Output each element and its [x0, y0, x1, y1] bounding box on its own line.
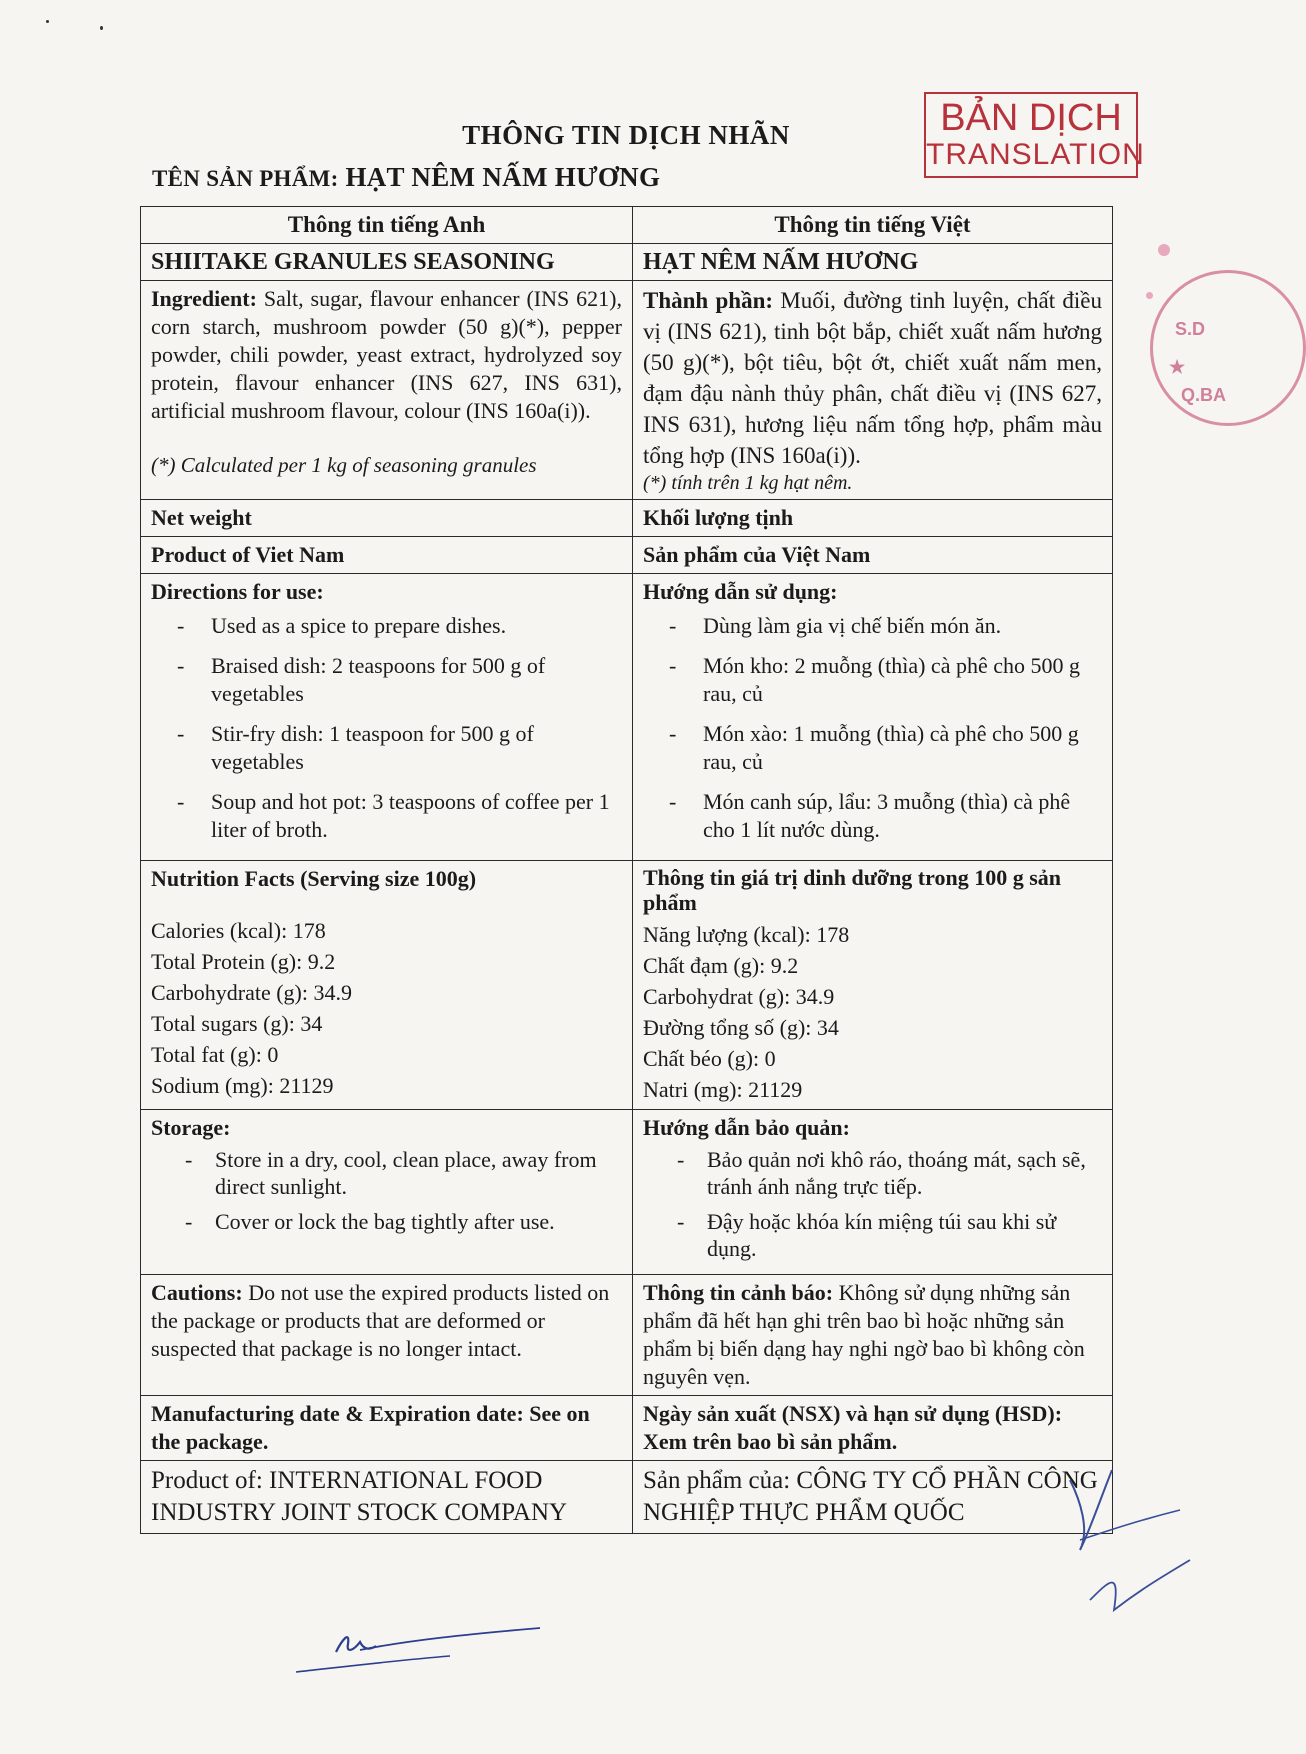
directions-en: [141, 574, 633, 861]
stamp-line-2: TRANSLATION: [926, 138, 1145, 171]
directions-en-list: [151, 612, 622, 844]
list-item: - Đậy hoặc khóa kín miệng túi sau khi sử dụng.: [643, 1208, 1102, 1262]
cautions-vi: [633, 1275, 1113, 1396]
cautions-en-text: Do not use the expired products listed on the package or products that are deformed or suspected that package is no longer intact.: [151, 1280, 610, 1361]
stamp-ink-dot: [1146, 292, 1153, 299]
ingredient-en: [141, 281, 633, 500]
producer-vi: Sản phẩm của: CÔNG TY CỔ PHẦN CÔNG NGHIỆP THỰC PHẨM QUỐC: [633, 1461, 1113, 1534]
nutrition-item: Natri (mg): 21129: [643, 1077, 803, 1102]
scan-speck: [46, 20, 49, 23]
cautions-vi-text: Không sử dụng những sản phẩm đã hết hạn ghi trên bao bì hoặc những sản phẩm bị biến dạng hay nghi ngờ bao bì không còn nguyên vẹn.: [643, 1280, 1085, 1389]
ingredient-vi: [633, 281, 1113, 500]
nutrition-item: Total Protein (g): 9.2: [151, 949, 336, 974]
nutrition-item: Total sugars (g): 34: [151, 1011, 323, 1036]
table-row: [141, 500, 1113, 537]
origin-vi: Sản phẩm của Việt Nam: [633, 537, 1113, 574]
directions-vi: [633, 574, 1113, 861]
table-row: [141, 861, 1113, 1110]
table-row: [141, 244, 1113, 281]
nutrition-vi: [633, 861, 1113, 1110]
seal-fragment-1: S.D: [1175, 319, 1206, 339]
nutrition-item: Sodium (mg): 21129: [151, 1073, 334, 1098]
table-row: [141, 1275, 1113, 1396]
nutrition-item: Chất béo (g): 0: [643, 1046, 776, 1071]
ingredient-vi-text: Muối, đường tinh luyện, chất điều vị (INS 621), tinh bột bắp, chiết xuất nấm hương (50 g)(*), bột tiêu, bột ớt, chiết xuất nấm men, đạm đậu nành thủy phân, chất điều vị (INS 627, INS 631), hương liệu nấm tổng hợp, phẩm màu tổng hợp (INS 160a(i)).: [643, 288, 1103, 468]
stamp-line-1: BẢN DỊCH: [940, 97, 1122, 139]
nutrition-vi-list: [643, 919, 1102, 1105]
directions-vi-title: Hướng dẫn sử dụng:: [643, 579, 838, 604]
seal-fragment-3: Q.BA: [1181, 385, 1226, 405]
scan-speck: [100, 26, 103, 30]
nutrition-item: Carbohydrat (g): 34.9: [643, 984, 835, 1009]
ingredient-vi-label: Thành phần:: [643, 288, 774, 313]
translation-stamp: [924, 92, 1145, 178]
storage-vi-title: Hướng dẫn bảo quản:: [643, 1115, 850, 1140]
nutrition-item: Total fat (g): 0: [151, 1042, 279, 1067]
storage-vi: [633, 1110, 1113, 1275]
list-item: - Dùng làm gia vị chế biến món ăn.: [643, 612, 1102, 640]
table-row: [141, 574, 1113, 861]
stamp-ink-dot: [1158, 244, 1170, 256]
product-name-label: TÊN SẢN PHẨM:: [152, 166, 339, 191]
table-row: [141, 1461, 1113, 1534]
product-en: SHIITAKE GRANULES SEASONING: [141, 244, 633, 281]
origin-en: Product of Viet Nam: [141, 537, 633, 574]
list-item: - Món xào: 1 muỗng (thìa) cà phê cho 500 g rau, củ: [643, 720, 1102, 776]
ingredient-vi-note: (*) tính trên 1 kg hạt nêm.: [643, 472, 853, 494]
company-seal: [1150, 270, 1306, 426]
list-item: - Used as a spice to prepare dishes.: [151, 612, 622, 640]
net-weight-vi: Khối lượng tịnh: [633, 500, 1113, 537]
nutrition-en-title: Nutrition Facts (Serving size 100g): [151, 866, 477, 891]
side-signature: [1050, 1460, 1200, 1620]
table-row: [141, 1396, 1113, 1461]
table-row: [141, 281, 1113, 500]
seal-fragment-2: ★: [1169, 357, 1186, 377]
storage-vi-list: [643, 1146, 1102, 1262]
dates-vi: Ngày sản xuất (NSX) và hạn sử dụng (HSD): Xem trên bao bì sản phẩm.: [633, 1396, 1113, 1461]
table-row: [141, 207, 1113, 244]
ingredient-en-label: Ingredient:: [151, 286, 257, 311]
storage-en-list: [151, 1146, 622, 1235]
translation-table: [140, 206, 1113, 1534]
nutrition-vi-title: Thông tin giá trị dinh dưỡng trong 100 g sản phẩm: [643, 865, 1062, 915]
storage-en: [141, 1110, 633, 1275]
header-vietnamese: Thông tin tiếng Việt: [633, 207, 1113, 244]
product-name-line: [152, 162, 660, 193]
producer-en: Product of: INTERNATIONAL FOOD INDUSTRY JOINT STOCK COMPANY: [141, 1461, 633, 1534]
bottom-signature: [290, 1610, 550, 1680]
cautions-en: [141, 1275, 633, 1396]
dates-en: Manufacturing date & Expiration date: See on the package.: [141, 1396, 633, 1461]
product-vi: HẠT NÊM NẤM HƯƠNG: [633, 244, 1113, 281]
cautions-vi-label: Thông tin cảnh báo:: [643, 1280, 834, 1305]
directions-en-title: Directions for use:: [151, 579, 324, 604]
ingredient-en-text: Salt, sugar, flavour enhancer (INS 621), corn starch, mushroom powder (50 g)(*), pepper powder, chili powder, yeast extract, hydrolyzed soy protein, flavour enhancer (INS 627, INS 631), artificial mushroom flavour, colour (INS 160a(i)).: [151, 286, 623, 423]
table-row: [141, 537, 1113, 574]
nutrition-item: Năng lượng (kcal): 178: [643, 922, 850, 947]
document-title: THÔNG TIN DỊCH NHÃN: [462, 120, 790, 150]
nutrition-item: Đường tổng số (g): 34: [643, 1015, 839, 1040]
directions-vi-list: [643, 612, 1102, 844]
nutrition-en: [141, 861, 633, 1110]
list-item: - Stir-fry dish: 1 teaspoon for 500 g of vegetables: [151, 720, 622, 776]
list-item: - Store in a dry, cool, clean place, away from direct sunlight.: [151, 1146, 622, 1200]
product-name-value: HẠT NÊM NẤM HƯƠNG: [345, 162, 661, 192]
storage-en-title: Storage:: [151, 1115, 231, 1140]
nutrition-item: Calories (kcal): 178: [151, 918, 326, 943]
table-row: [141, 1110, 1113, 1275]
cautions-en-label: Cautions:: [151, 1280, 243, 1305]
nutrition-item: Chất đạm (g): 9.2: [643, 953, 799, 978]
list-item: - Món canh súp, lẩu: 3 muỗng (thìa) cà phê cho 1 lít nước dùng.: [643, 788, 1102, 844]
list-item: - Món kho: 2 muỗng (thìa) cà phê cho 500 g rau, củ: [643, 652, 1102, 708]
list-item: - Soup and hot pot: 3 teaspoons of coffee per 1 liter of broth.: [151, 788, 622, 844]
list-item: - Cover or lock the bag tightly after use.: [151, 1208, 622, 1235]
list-item: - Bảo quản nơi khô ráo, thoáng mát, sạch sẽ, tránh ánh nắng trực tiếp.: [643, 1146, 1102, 1200]
net-weight-en: Net weight: [141, 500, 633, 537]
ingredient-en-note: (*) Calculated per 1 kg of seasoning granules: [151, 453, 537, 477]
list-item: - Braised dish: 2 teaspoons for 500 g of vegetables: [151, 652, 622, 708]
header-english: Thông tin tiếng Anh: [141, 207, 633, 244]
nutrition-en-list: [151, 915, 622, 1101]
nutrition-item: Carbohydrate (g): 34.9: [151, 980, 352, 1005]
